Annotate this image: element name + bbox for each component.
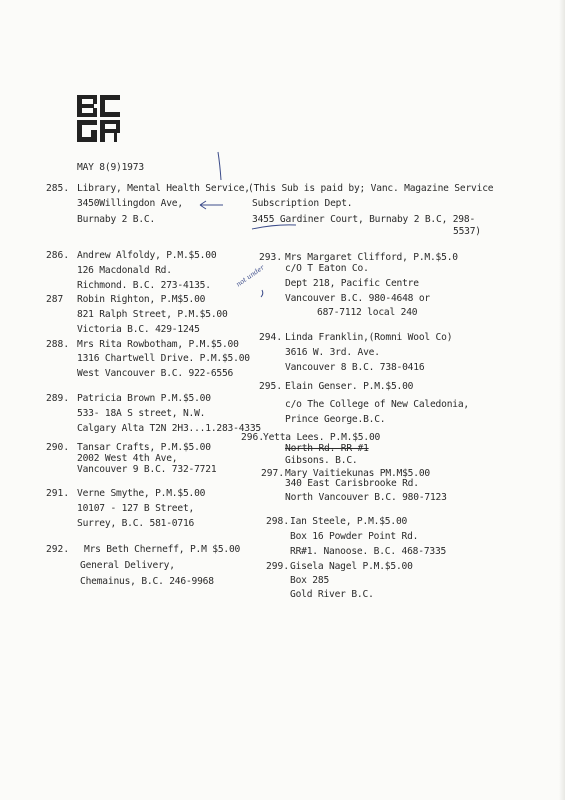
entry-line: c/O T Eaton Co. (285, 263, 369, 274)
entry-line: Elain Genser. P.M.$5.00 (285, 381, 414, 392)
note-line: (This Sub is paid by; Vanc. Magazine Service (248, 183, 494, 194)
entry-line: Yetta Lees. P.M.$5.00 (263, 432, 381, 443)
entry-line: Patricia Brown P.M.$5.00 (77, 393, 211, 404)
entry-number: 288. (46, 339, 70, 350)
entry-line: 1316 Chartwell Drive. P.M.$5.00 (77, 353, 250, 364)
entry-line: Burnaby 2 B.C. (77, 214, 156, 225)
entry-line: Tansar Crafts, P.M.$5.00 (77, 442, 211, 453)
note-line: 3455 Gardiner Court, Burnaby 2 B.C, 298- (252, 214, 476, 225)
note-line: 5537) (453, 226, 481, 237)
entry-line: Mrs Rita Rowbotham, P.M.$5.00 (77, 339, 239, 350)
entry-line: Gibsons. B.C. (285, 455, 358, 466)
entry-line: Vancouver B.C. 980-4648 or (285, 293, 430, 304)
entry-line: Surrey, B.C. 581-0716 (77, 518, 195, 529)
entry-line: Prince George.B.C. (285, 414, 386, 425)
entry-number: 289. (46, 393, 70, 404)
note-line: Subscription Dept. (252, 198, 353, 209)
entry-number: 287 (46, 294, 64, 305)
entry-line: Vancouver 9 B.C. 732-7721 (77, 464, 217, 475)
entry-number: 292. (46, 544, 70, 555)
entry-number: 296. (241, 432, 265, 443)
entry-line: Verne Smythe, P.M.$5.00 (77, 488, 206, 499)
entry-line: Calgary Alta T2N 2H3...1.283-4335 (77, 423, 262, 434)
entry-line: Library, Mental Health Service, (77, 183, 250, 194)
entry-number: 294. (259, 332, 283, 343)
entry-line: 533- 18A S street, N.W. (77, 408, 206, 419)
entry-line: Robin Righton, P.M$5.00 (77, 294, 206, 305)
entry-line: General Delivery, (80, 560, 175, 571)
entry-line: Box 16 Powder Point Rd. (290, 531, 419, 542)
entry-number: 285. (46, 183, 70, 194)
entry-line: RR#1. Nanoose. B.C. 468-7335 (290, 546, 447, 557)
entry-number: 293. (259, 252, 283, 263)
entry-line: Mrs Margaret Clifford, P.M.$5.0 (285, 252, 458, 263)
margin-handwritten-note: not under (234, 263, 266, 289)
entry-line: Andrew Alfoldy, P.M.$5.00 (77, 250, 217, 261)
entry-line: Richmond. B.C. 273-4135. (77, 280, 211, 291)
date-header: MAY 8(9)1973 (77, 162, 144, 173)
entry-line: 3450Willingdon Ave, (77, 198, 183, 209)
entry-line: North Vancouver B.C. 980-7123 (285, 492, 447, 503)
entry-line: Ian Steele, P.M.$5.00 (290, 516, 408, 527)
entry-line: 687-7112 local 240 (317, 307, 418, 318)
entry-line: Mrs Beth Cherneff, P.M $5.00 (84, 544, 241, 555)
entry-line: 821 Ralph Street, P.M.$5.00 (77, 309, 228, 320)
entry-number: 295. (259, 381, 283, 392)
entry-number: 286. (46, 250, 70, 261)
entry-line: Chemainus, B.C. 246-9968 (80, 576, 214, 587)
entry-number: 299. (266, 561, 290, 572)
entry-line: c/o The College of New Caledonia, (285, 399, 470, 410)
entry-line: Gold River B.C. (290, 589, 374, 600)
entry-line: Victoria B.C. 429-1245 (77, 324, 200, 335)
entry-line: Dept 218, Pacific Centre (285, 278, 419, 289)
entry-line: 2002 West 4th Ave, (77, 453, 178, 464)
entry-line: Vancouver 8 B.C. 738-0416 (285, 362, 425, 373)
entry-number: 297. (261, 468, 285, 479)
entry-line: Box 285 (290, 575, 330, 586)
entry-number: 290. (46, 442, 70, 453)
entry-line: 126 Macdonald Rd. (77, 265, 172, 276)
entry-line: North Rd. RR #1 (285, 443, 369, 454)
entry-number: 291. (46, 488, 70, 499)
entry-line: 10107 - 127 B Street, (77, 503, 195, 514)
entry-line: Mary Vaitiekunas PM.M$5.00 (285, 468, 430, 479)
entry-line: 340 East Carisbrooke Rd. (285, 478, 419, 489)
entry-number: 298. (266, 516, 290, 527)
entry-line: West Vancouver B.C. 922-6556 (77, 368, 234, 379)
entry-line: Linda Franklin,(Romni Wool Co) (285, 332, 453, 343)
entry-line: 3616 W. 3rd. Ave. (285, 347, 380, 358)
entry-line: Gisela Nagel P.M.$5.00 (290, 561, 413, 572)
